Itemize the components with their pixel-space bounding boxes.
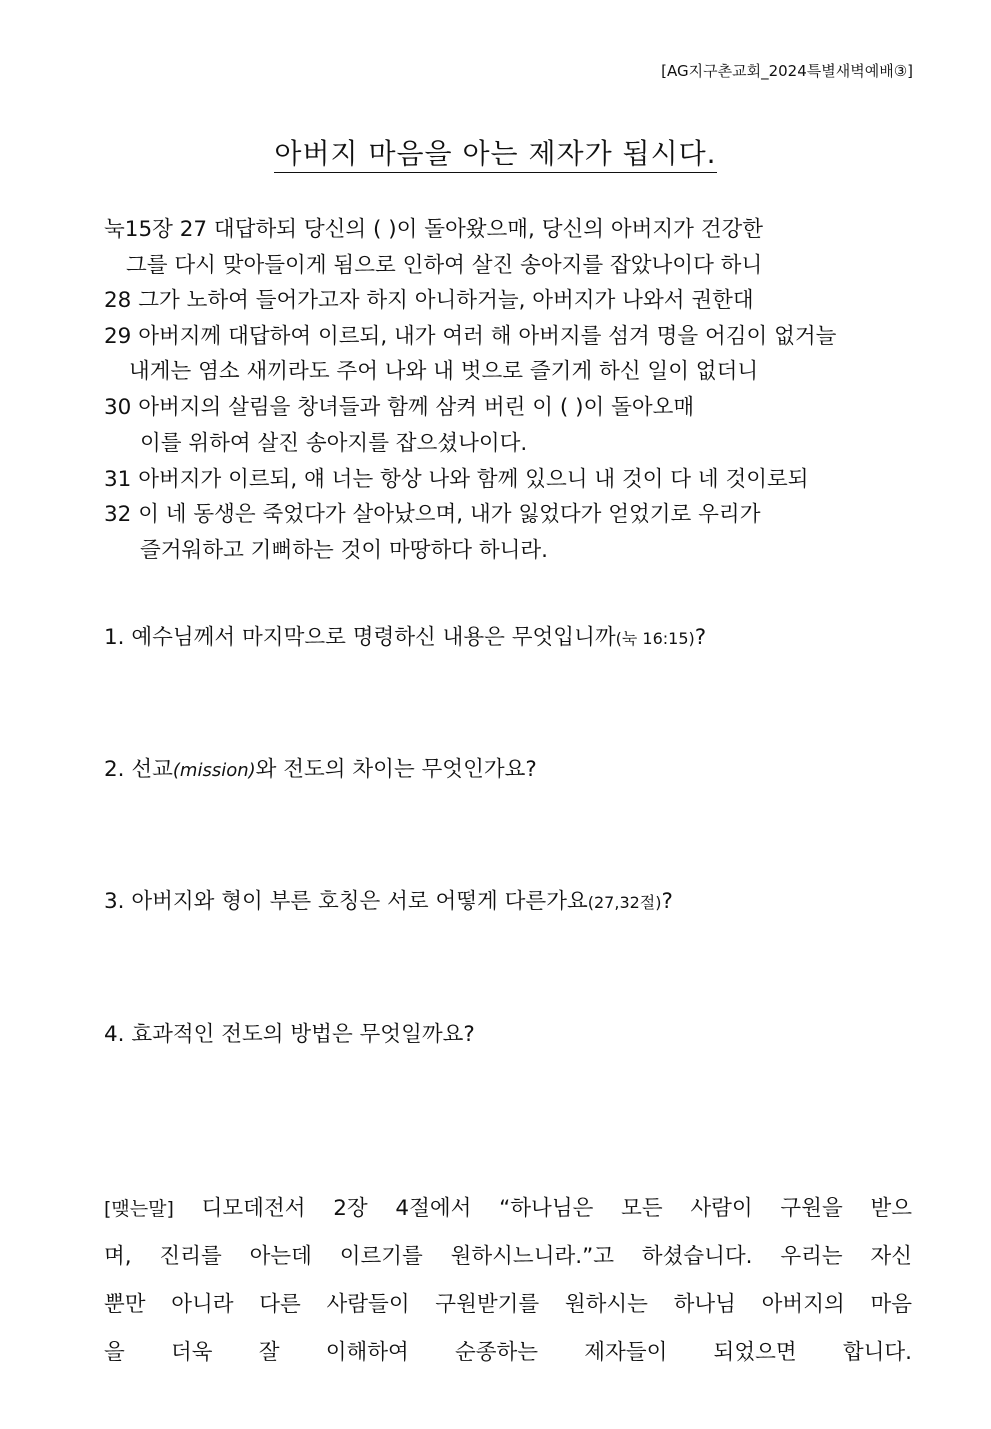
question-2 (104, 752, 537, 783)
closing-line-2: 며, 진리를 아는데 이르기를 원하시느니라.”고 하셨습니다. 우리는 자신 (104, 1244, 912, 1269)
closing-paragraph (104, 1185, 912, 1377)
question-2-italic: (mission) (172, 760, 256, 781)
verse-line: 그를 다시 맞아들이게 됨으로 인하여 살진 송아지를 잡았나이다 하니 (126, 253, 763, 278)
closing-line-1 (104, 1185, 912, 1233)
question-4-text: 4. 효과적인 전도의 방법은 무엇일까요? (104, 1022, 475, 1047)
question-3-ref: (27,32절) (587, 893, 662, 912)
question-2-post: 와 전도의 차이는 무엇인가요? (255, 757, 537, 782)
verse-line: 30 아버지의 살림을 창녀들과 함께 삼켜 버린 이 ( )이 돌아오매 (104, 395, 695, 420)
page-title-text: 아버지 마음을 아는 제자가 됩시다. (274, 137, 716, 173)
question-1-text: 1. 예수님께서 마지막으로 명령하신 내용은 무엇입니까 (104, 625, 616, 650)
question-4 (104, 1017, 475, 1048)
question-1-end: ? (694, 625, 707, 650)
header-tag: [AG지구촌교회_2024특별새벽예배③] (661, 62, 913, 80)
closing-line-1-text: 디모데전서 2장 4절에서 “하나님은 모든 사람이 구원을 받으 (201, 1196, 912, 1221)
verse-line: 눅15장 27 대답하되 당신의 ( )이 돌아왔으매, 당신의 아버지가 건강한 (104, 217, 764, 242)
verse-line: 28 그가 노하여 들어가고자 하지 아니하거늘, 아버지가 나와서 권한대 (104, 288, 754, 313)
verse-line: 31 아버지가 이르되, 얘 너는 항상 나와 함께 있으니 내 것이 다 네 것이로되 (104, 467, 809, 492)
verse-line: 이를 위하여 살진 송아지를 잡으셨나이다. (140, 431, 528, 456)
verse-line: 내게는 염소 새끼라도 주어 나와 내 벗으로 즐기게 하신 일이 없더니 (129, 359, 759, 384)
verse-line: 즐거워하고 기뻐하는 것이 마땅하다 하니라. (140, 538, 549, 563)
question-2-pre: 2. 선교 (104, 757, 173, 782)
question-1 (104, 620, 706, 651)
closing-label: [맺는말] (104, 1198, 174, 1220)
question-3-text: 3. 아버지와 형이 부른 호칭은 서로 어떻게 다른가요 (104, 889, 588, 914)
page-title (0, 132, 991, 172)
verse-line: 32 이 네 동생은 죽었다가 살아났으며, 내가 잃었다가 얻었기로 우리가 (104, 502, 761, 527)
verse-line: 29 아버지께 대답하여 이르되, 내가 여러 해 아버지를 섬겨 명을 어김이 없거늘 (104, 324, 837, 349)
question-1-ref: (눅 16:15) (615, 629, 695, 648)
closing-line-3: 뿐만 아니라 다른 사람들이 구원받기를 원하시는 하나님 아버지의 마음 (104, 1292, 912, 1317)
question-3 (104, 884, 673, 915)
question-3-end: ? (661, 889, 673, 914)
closing-line-4: 을 더욱 잘 이해하여 순종하는 제자들이 되었으면 합니다. (104, 1340, 912, 1365)
